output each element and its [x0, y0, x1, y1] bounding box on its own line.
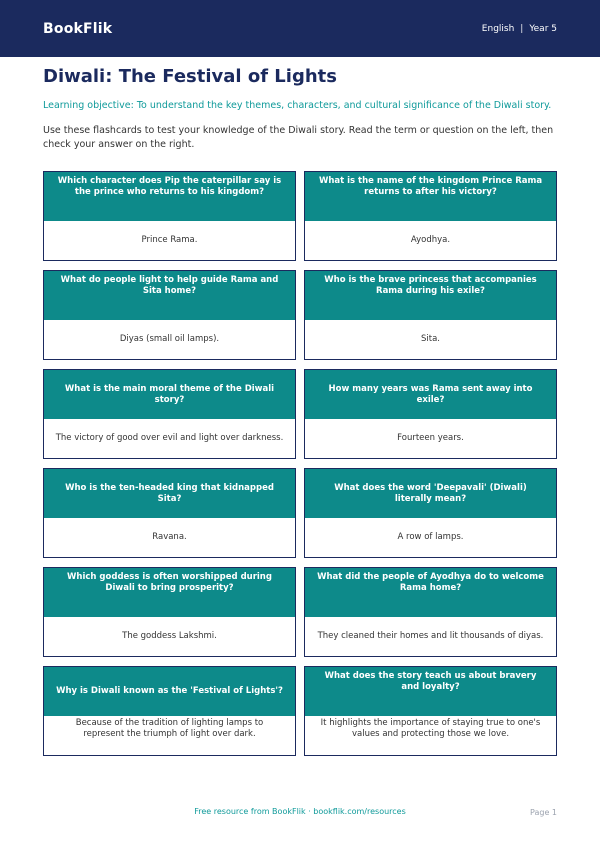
- language-label: English: [481, 23, 515, 34]
- flashcard: [43, 270, 296, 360]
- page-title: Diwali: The Festival of Lights: [43, 66, 337, 87]
- flashcard: [304, 468, 557, 558]
- flashcard-answer: Fourteen years.: [305, 419, 556, 458]
- year-label: Year 5: [529, 23, 557, 34]
- flashcard-question: What is the name of the kingdom Prince Rama returns to after his victory?: [305, 172, 556, 221]
- flashcard-question: Who is the ten-headed king that kidnapped Sita?: [44, 469, 295, 518]
- page-number: Page 1: [530, 808, 557, 817]
- intro-text: Use these flashcards to test your knowledge of the Diwali story. Read the term or question on the left, then check your answer on the right.: [43, 125, 554, 150]
- flashcard: [43, 468, 296, 558]
- flashcard-answer: The victory of good over evil and light over darkness.: [44, 419, 295, 458]
- brand-logo[interactable]: BookFlik: [43, 20, 113, 37]
- header-meta: [482, 24, 557, 34]
- flashcard: [304, 666, 557, 756]
- flashcard: [304, 567, 557, 657]
- flashcard-answer: A row of lamps.: [305, 518, 556, 557]
- footer-link[interactable]: Free resource from BookFlik · bookflik.com/resources: [194, 807, 406, 816]
- flashcard: [304, 369, 557, 459]
- flashcard: [304, 270, 557, 360]
- flashcard-question: Who is the brave princess that accompanies Rama during his exile?: [305, 271, 556, 320]
- learning-objective: Learning objective: To understand the key themes, characters, and cultural significance of the Diwali story.: [43, 100, 552, 111]
- flashcard-answer: Because of the tradition of lighting lamps to represent the triumph of light over dark.: [44, 716, 295, 755]
- flashcard-question: What did the people of Ayodhya do to welcome Rama home?: [305, 568, 556, 617]
- flashcard-answer: The goddess Lakshmi.: [44, 617, 295, 656]
- flashcard-answer: They cleaned their homes and lit thousands of diyas.: [305, 617, 556, 656]
- flashcard-answer: Ayodhya.: [305, 221, 556, 260]
- flashcard-question: Which goddess is often worshipped during Diwali to bring prosperity?: [44, 568, 295, 617]
- flashcard-question: How many years was Rama sent away into exile?: [305, 370, 556, 419]
- flashcard-question: Which character does Pip the caterpillar say is the prince who returns to his kingdom?: [44, 172, 295, 221]
- flashcard-answer: Ravana.: [44, 518, 295, 557]
- flashcard: [43, 171, 296, 261]
- flashcard-question: What is the main moral theme of the Diwali story?: [44, 370, 295, 419]
- flashcard-answer: It highlights the importance of staying true to one's values and protecting those we love.: [305, 716, 556, 755]
- flashcard: [304, 171, 557, 261]
- top-bar: [0, 0, 600, 57]
- flashcard: [43, 567, 296, 657]
- flashcard-question: What does the story teach us about bravery and loyalty?: [305, 667, 556, 716]
- flashcard: [43, 666, 296, 756]
- flashcard-question: Why is Diwali known as the 'Festival of Lights'?: [44, 667, 295, 716]
- flashcard-question: What do people light to help guide Rama and Sita home?: [44, 271, 295, 320]
- flashcard-answer: Sita.: [305, 320, 556, 359]
- flashcard-question: What does the word 'Deepavali' (Diwali) literally mean?: [305, 469, 556, 518]
- flashcard: [43, 369, 296, 459]
- meta-separator: |: [520, 23, 524, 34]
- flashcard-answer: Diyas (small oil lamps).: [44, 320, 295, 359]
- flashcard-grid: [43, 171, 557, 756]
- flashcard-answer: Prince Rama.: [44, 221, 295, 260]
